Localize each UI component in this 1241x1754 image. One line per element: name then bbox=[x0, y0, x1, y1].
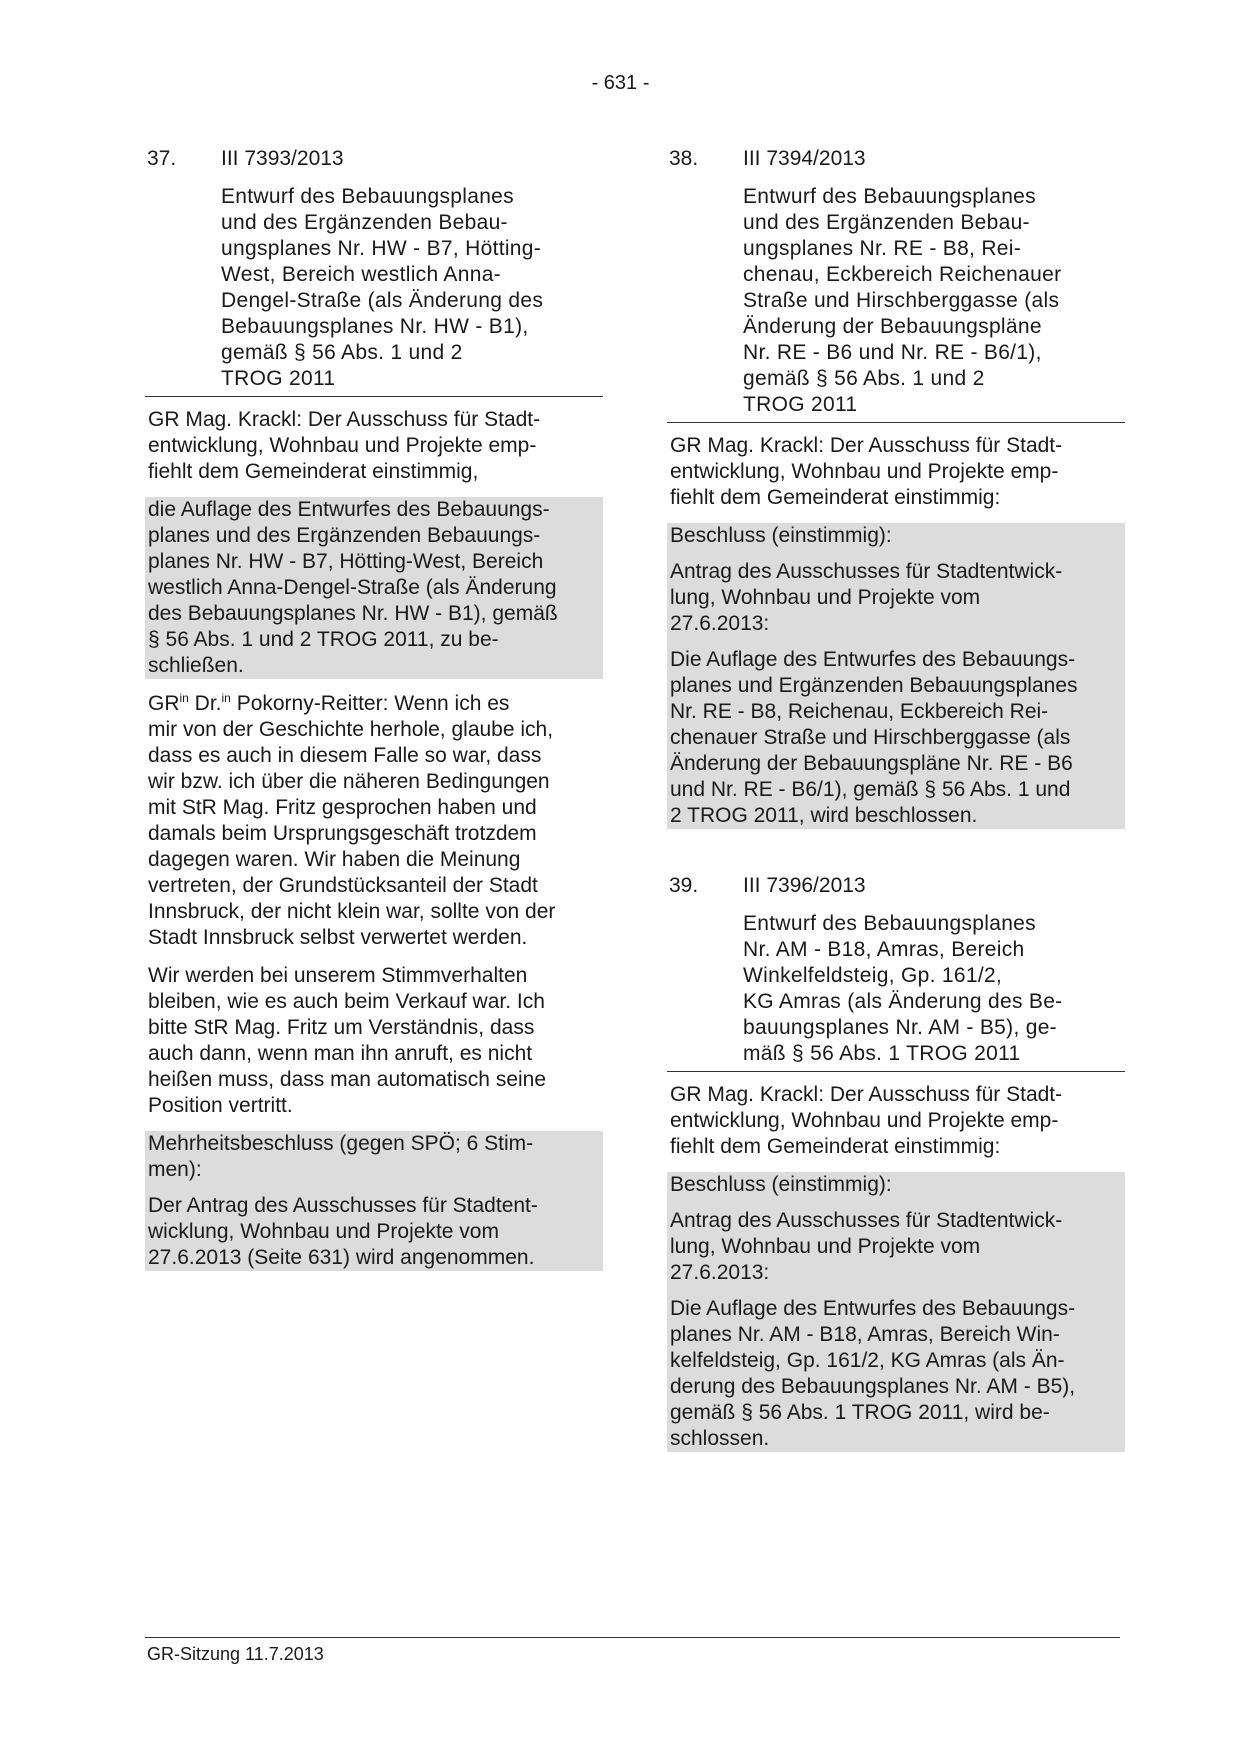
item-reference: III 7394/2013 bbox=[743, 147, 866, 170]
text-line: wicklung, Wohnbau und Projekte vom bbox=[148, 1220, 499, 1243]
text-line: damals beim Ursprungsgeschäft trotzdem bbox=[148, 822, 537, 845]
decision-type bbox=[667, 1172, 1125, 1198]
text-line: mir von der Geschichte herhole, glaube ich, bbox=[148, 718, 554, 741]
title-line: West, Bereich westlich Anna- bbox=[221, 263, 501, 286]
speaker-statement-continued bbox=[145, 963, 603, 1119]
text-line: Innsbruck, der nicht klein war, sollte von der bbox=[148, 900, 556, 923]
decision-result bbox=[667, 637, 1125, 829]
title-line: ungsplanes Nr. RE - B8, Rei- bbox=[743, 237, 1022, 260]
speaker-text: Pokorny-Reitter: Wenn ich es bbox=[230, 692, 510, 715]
item-title bbox=[743, 184, 1119, 418]
text-line: Nr. RE - B8, Reichenau, Eckbereich Rei- bbox=[670, 700, 1049, 723]
text-line: derung des Bebauungsplanes Nr. AM - B5), bbox=[670, 1375, 1076, 1398]
text-line: planes und Ergänzenden Bebauungsplanes bbox=[670, 674, 1078, 697]
text-line: entwicklung, Wohnbau und Projekte emp- bbox=[670, 460, 1059, 483]
title-line: und des Ergänzenden Bebau- bbox=[743, 211, 1030, 234]
decision-result bbox=[667, 1286, 1125, 1452]
title-line: gemäß § 56 Abs. 1 und 2 bbox=[221, 341, 463, 364]
text-line: die Auflage des Entwurfes des Bebauungs- bbox=[148, 498, 550, 521]
text-line: Beschluss (einstimmig): bbox=[670, 524, 892, 547]
text-line: Beschluss (einstimmig): bbox=[670, 1173, 892, 1196]
superscript: in bbox=[221, 691, 231, 705]
text-line: § 56 Abs. 1 und 2 TROG 2011, zu be- bbox=[148, 628, 499, 651]
text-line: mit StR Mag. Fritz gesprochen haben und bbox=[148, 796, 537, 819]
text-line: lung, Wohnbau und Projekte vom bbox=[670, 586, 981, 609]
text-line: Antrag des Ausschusses für Stadtentwick- bbox=[670, 1209, 1063, 1232]
text-line: GR Mag. Krackl: Der Ausschuss für Stadt- bbox=[148, 408, 541, 431]
text-line: fiehlt dem Gemeinderat einstimmig: bbox=[670, 486, 1001, 509]
motion-text bbox=[667, 1198, 1125, 1286]
item-header bbox=[145, 146, 603, 172]
text-line: 27.6.2013 (Seite 631) wird angenommen. bbox=[148, 1246, 535, 1269]
title-line: bauungsplanes Nr. AM - B5), ge- bbox=[743, 1016, 1057, 1039]
item-reference: III 7393/2013 bbox=[221, 147, 344, 170]
text-line: lung, Wohnbau und Projekte vom bbox=[670, 1235, 981, 1258]
title-line: Nr. RE - B6 und Nr. RE - B6/1), bbox=[743, 341, 1042, 364]
text-line: planes Nr. HW - B7, Hötting-West, Bereich bbox=[148, 550, 544, 573]
title-line: Änderung der Bebauungspläne bbox=[743, 315, 1042, 338]
text-line: heißen muss, dass man automatisch seine bbox=[148, 1068, 547, 1091]
text-line: men): bbox=[148, 1158, 202, 1181]
item-number: 37. bbox=[147, 147, 177, 170]
text-line: und Nr. RE - B6/1), gemäß § 56 Abs. 1 und bbox=[670, 778, 1071, 801]
text-line: 27.6.2013: bbox=[670, 612, 770, 635]
text-line: dass es auch in diesem Falle so war, dass bbox=[148, 744, 542, 767]
text-line: Mehrheitsbeschluss (gegen SPÖ; 6 Stim- bbox=[148, 1132, 534, 1155]
text-line: Stadt Innsbruck selbst verwertet werden. bbox=[148, 926, 528, 949]
text-line: schließen. bbox=[148, 654, 244, 677]
text-line: wir bzw. ich über die näheren Bedingungen bbox=[148, 770, 550, 793]
title-line: Winkelfeldsteig, Gp. 161/2, bbox=[743, 964, 1003, 987]
title-line: Entwurf des Bebauungsplanes bbox=[221, 185, 514, 208]
divider bbox=[667, 1071, 1125, 1072]
title-line: Nr. AM - B18, Amras, Bereich bbox=[743, 938, 1025, 961]
text-line: bitte StR Mag. Fritz um Verständnis, dass bbox=[148, 1016, 535, 1039]
decision-type bbox=[145, 1131, 603, 1183]
motion-text bbox=[667, 549, 1125, 637]
superscript: in bbox=[179, 691, 189, 705]
title-line: Straße und Hirschberggasse (als bbox=[743, 289, 1060, 312]
committee-recommendation bbox=[667, 1082, 1125, 1160]
title-line: und des Ergänzenden Bebau- bbox=[221, 211, 508, 234]
text-line: fiehlt dem Gemeinderat einstimmig, bbox=[148, 460, 479, 483]
item-number: 39. bbox=[669, 874, 699, 897]
item-header bbox=[667, 873, 1125, 899]
text-line: planes und des Ergänzenden Bebauungs- bbox=[148, 524, 541, 547]
text-line: schlossen. bbox=[670, 1427, 770, 1450]
text-line: 27.6.2013: bbox=[670, 1261, 770, 1284]
text-line: planes Nr. AM - B18, Amras, Bereich Win- bbox=[670, 1323, 1060, 1346]
decision-result bbox=[145, 1183, 603, 1271]
decision-type bbox=[667, 523, 1125, 549]
speaker-title: GR bbox=[148, 692, 180, 715]
footer-text: GR-Sitzung 11.7.2013 bbox=[147, 1644, 324, 1664]
text-line: 2 TROG 2011, wird beschlossen. bbox=[670, 804, 978, 827]
text-line: vertreten, der Grundstücksanteil der Stadt bbox=[148, 874, 538, 897]
title-line: chenau, Eckbereich Reichenauer bbox=[743, 263, 1062, 286]
right-column bbox=[667, 146, 1125, 1452]
left-column bbox=[145, 146, 603, 1271]
text-line: entwicklung, Wohnbau und Projekte emp- bbox=[670, 1109, 1059, 1132]
text-line: GR Mag. Krackl: Der Ausschuss für Stadt- bbox=[670, 1083, 1063, 1106]
text-line: fiehlt dem Gemeinderat einstimmig: bbox=[670, 1135, 1001, 1158]
text-line: bleiben, wie es auch beim Verkauf war. Ich bbox=[148, 990, 545, 1013]
divider bbox=[667, 422, 1125, 423]
text-line bbox=[148, 691, 600, 717]
text-line: Die Auflage des Entwurfes des Bebauungs- bbox=[670, 648, 1076, 671]
text-line: dagegen waren. Wir haben die Meinung bbox=[148, 848, 521, 871]
text-line: Die Auflage des Entwurfes des Bebauungs- bbox=[670, 1297, 1076, 1320]
text-line: Position vertritt. bbox=[148, 1094, 293, 1117]
committee-recommendation bbox=[145, 407, 603, 485]
footer-divider bbox=[145, 1637, 1120, 1638]
title-line: Entwurf des Bebauungsplanes bbox=[743, 912, 1036, 935]
item-reference: III 7396/2013 bbox=[743, 874, 866, 897]
text-line: des Bebauungsplanes Nr. HW - B1), gemäß bbox=[148, 602, 558, 625]
title-line: gemäß § 56 Abs. 1 und 2 bbox=[743, 367, 985, 390]
title-line: Bebauungsplanes Nr. HW - B1), bbox=[221, 315, 529, 338]
title-line: TROG 2011 bbox=[221, 367, 336, 390]
item-header bbox=[667, 146, 1125, 172]
text-line: GR Mag. Krackl: Der Ausschuss für Stadt- bbox=[670, 434, 1063, 457]
page-number: - 631 - bbox=[591, 72, 650, 94]
title-line: TROG 2011 bbox=[743, 393, 858, 416]
text-line: chenauer Straße und Hirschberggasse (als bbox=[670, 726, 1071, 749]
item-title bbox=[743, 911, 1119, 1067]
title-line: ungsplanes Nr. HW - B7, Hötting- bbox=[221, 237, 542, 260]
text-line: Wir werden bei unserem Stimmverhalten bbox=[148, 964, 528, 987]
text-line: kelfeldsteig, Gp. 161/2, KG Amras (als Än- bbox=[670, 1349, 1065, 1372]
text-line: westlich Anna-Dengel-Straße (als Änderung bbox=[148, 576, 557, 599]
text-line: Der Antrag des Ausschusses für Stadtent- bbox=[148, 1194, 538, 1217]
title-line: mäß § 56 Abs. 1 TROG 2011 bbox=[743, 1042, 1021, 1065]
divider bbox=[145, 396, 603, 397]
committee-recommendation bbox=[667, 433, 1125, 511]
text-line: gemäß § 56 Abs. 1 TROG 2011, wird be- bbox=[670, 1401, 1050, 1424]
title-line: Entwurf des Bebauungsplanes bbox=[743, 185, 1036, 208]
speaker-title: Dr. bbox=[188, 692, 222, 715]
item-title bbox=[221, 184, 597, 392]
speaker-statement bbox=[145, 691, 603, 951]
proposal-text bbox=[145, 497, 603, 679]
text-line: auch dann, wenn man ihn anruft, es nicht bbox=[148, 1042, 533, 1065]
title-line: Dengel-Straße (als Änderung des bbox=[221, 289, 544, 312]
title-line: KG Amras (als Änderung des Be- bbox=[743, 990, 1063, 1013]
text-line: Antrag des Ausschusses für Stadtentwick- bbox=[670, 560, 1063, 583]
text-line: Änderung der Bebauungspläne Nr. RE - B6 bbox=[670, 752, 1073, 775]
text-line: entwicklung, Wohnbau und Projekte emp- bbox=[148, 434, 537, 457]
item-number: 38. bbox=[669, 147, 699, 170]
